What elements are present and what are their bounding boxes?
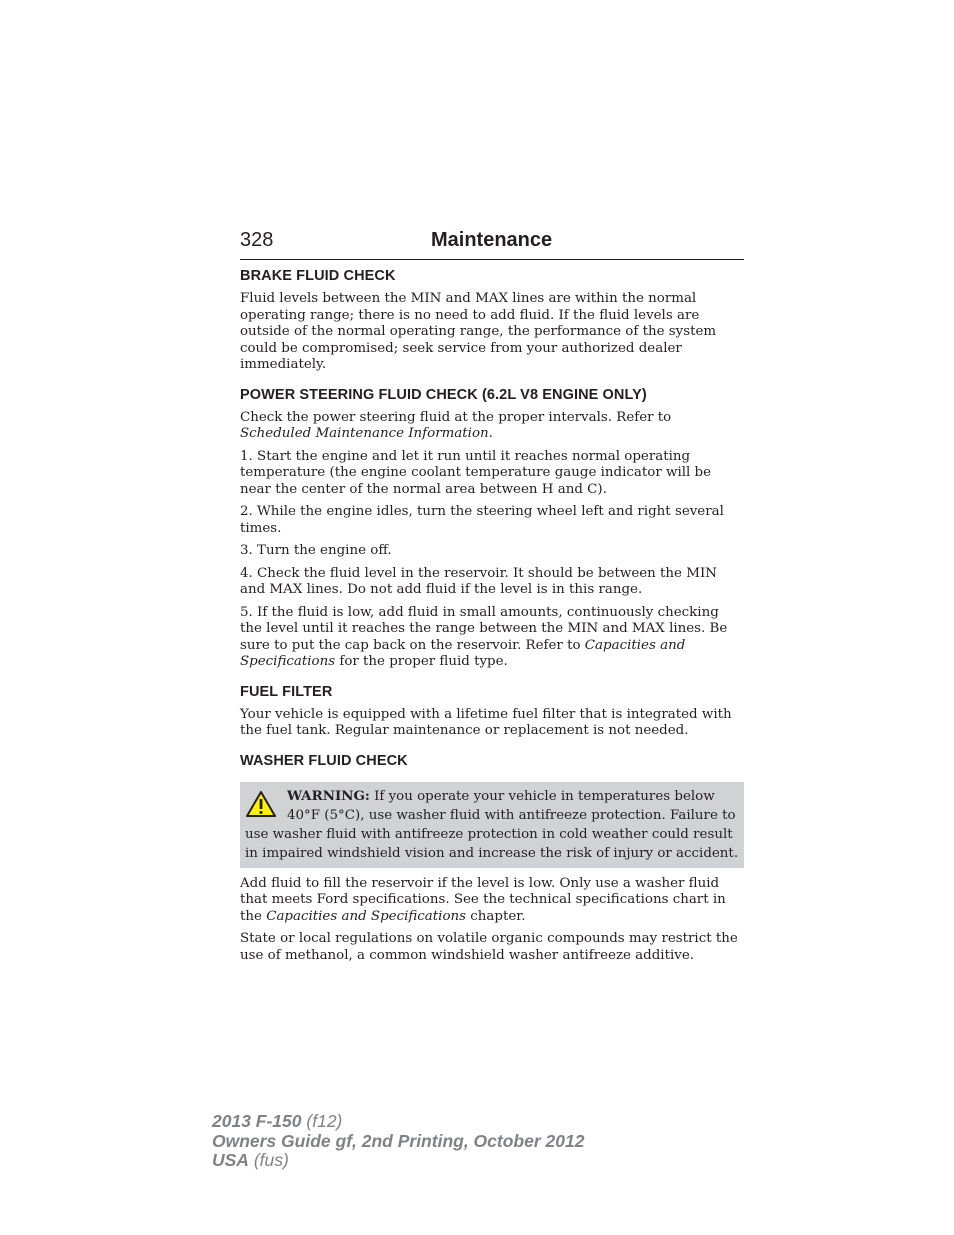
cross-reference: Scheduled Maintenance Information (240, 426, 489, 441)
footer-guide: Owners Guide gf, 2nd Printing, October 2012 (212, 1130, 585, 1151)
step: 1. Start the engine and let it run until it reaches normal operating temperature (the engine coolant temperature gauge indicator will be near the center of the normal area between H and C). (240, 448, 712, 497)
footer-model: 2013 F-150 (212, 1111, 302, 1131)
section-brake-fluid-check (240, 266, 744, 374)
warning-triangle-icon (245, 790, 277, 818)
step-text: 5. If the fluid is low, add fluid in small amounts, continuously checking the level until it reaches the range between the MIN and MAX lines. Be sure to put the cap back on the reservoir. Refer to (240, 604, 728, 653)
paragraph-end: chapter. (470, 908, 526, 924)
paragraph-end: . (488, 426, 493, 441)
step (240, 605, 744, 671)
footer-region-code: (fus) (253, 1150, 289, 1170)
page-footer (212, 1112, 584, 1171)
cross-reference: Capacities and Specifications (266, 908, 467, 924)
section-heading: BRAKE FLUID CHECK (240, 268, 396, 284)
paragraph-text: Add fluid to fill the reservoir if the level is low. Only use a washer fluid that meets Ford specifications. See the technical specifications chart in the (240, 875, 726, 924)
warning-text: If you operate your vehicle in temperatures below 40°F (5°C), use washer fluid with antifreeze protection. Failure to use washer fluid with antifreeze protection in cold weather could result in impaired windshield vision and increase the risk of injury or accident. (245, 788, 739, 861)
paragraph (240, 876, 744, 926)
paragraph-text: Check the power steering fluid at the proper intervals. Refer to (240, 409, 672, 425)
paragraph (240, 410, 744, 443)
paragraph: State or local regulations on volatile organic compounds may restrict the use of methanol, a common windshield washer antifreeze additive. (240, 931, 738, 963)
section-power-steering-fluid-check (240, 385, 744, 671)
paragraph: Fluid levels between the MIN and MAX lines are within the normal operating range; there is no need to add fluid. If the fluid levels are outside of the normal operating range, the performance of the system could be compromised; seek service from your authorized dealer immediately. (240, 291, 717, 372)
section-heading: FUEL FILTER (240, 683, 333, 700)
section-washer-fluid-check (240, 751, 744, 965)
cross-reference: Capacities and Specifications (240, 637, 686, 669)
page-content (240, 266, 744, 975)
step: 2. While the engine idles, turn the steering wheel left and right several times. (240, 504, 724, 536)
step-end: for the proper fluid type. (339, 654, 508, 669)
footer-guide-line (212, 1132, 584, 1152)
warning-label: WARNING: (287, 787, 370, 804)
footer-region: USA (212, 1150, 249, 1170)
step: 4. Check the fluid level in the reservoir. It should be between the MIN and MAX lines. Do not add fluid if the level is in this range. (240, 565, 717, 597)
section-heading: WASHER FLUID CHECK (240, 752, 408, 769)
chapter-title: Maintenance (431, 229, 553, 251)
footer-region-line (212, 1151, 584, 1171)
warning-box (240, 782, 744, 868)
footer-model-code: (f12) (306, 1111, 343, 1131)
section-heading: POWER STEERING FLUID CHECK (6.2L V8 ENGINE ONLY) (240, 386, 647, 403)
paragraph: Your vehicle is equipped with a lifetime fuel filter that is integrated with the fuel tank. Regular maintenance or replacement is not needed. (240, 706, 732, 738)
section-fuel-filter (240, 682, 744, 740)
page-header (240, 229, 744, 260)
step: 3. Turn the engine off. (240, 543, 392, 558)
footer-model-line (212, 1112, 584, 1132)
page-number: 328 (240, 229, 274, 251)
